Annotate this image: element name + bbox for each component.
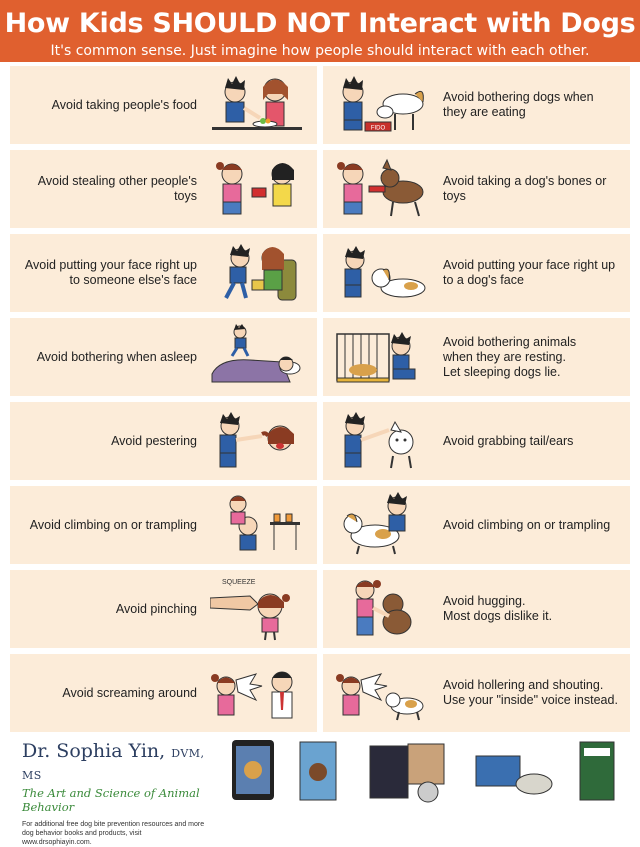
panel-right xyxy=(323,234,630,312)
panel-caption: Avoid grabbing tail/ears xyxy=(443,433,574,448)
panel-left xyxy=(10,150,317,228)
row-face xyxy=(10,234,630,312)
panel-left xyxy=(10,318,317,396)
row-toys xyxy=(10,150,630,228)
row-screaming xyxy=(10,654,630,732)
panel-caption: Avoid climbing on or trampling xyxy=(29,517,197,532)
tablet-product-image xyxy=(232,740,274,800)
panel-caption: Avoid bothering animals when they are resting. Let sleeping dogs lie. xyxy=(443,334,577,379)
author-credentials: DVM, MS xyxy=(22,747,205,782)
panel-left xyxy=(10,654,317,732)
panel-caption: Avoid pinching xyxy=(115,601,197,616)
panel-right xyxy=(323,654,630,732)
panel-caption: Avoid pestering xyxy=(111,433,197,448)
panel-caption: Avoid hollering and shouting. Use your "inside" voice instead. xyxy=(443,678,618,707)
panel-left xyxy=(10,234,317,312)
girl-shouting-at-dog-illustration xyxy=(335,660,430,726)
kid-bothering-eating-dog-illustration xyxy=(335,72,430,138)
girl-taking-dog-toy-illustration xyxy=(335,156,430,222)
book-product-image xyxy=(300,742,336,800)
footer xyxy=(0,732,640,846)
panel-caption: Avoid stealing other people's toys xyxy=(37,174,197,203)
panel-caption: Avoid bothering when asleep xyxy=(36,349,197,364)
row-climbing xyxy=(10,486,630,564)
kid-pulling-hair-illustration xyxy=(210,408,305,474)
author-branding xyxy=(22,740,212,847)
panel-right xyxy=(323,402,630,480)
panel-caption: Avoid taking a dog's bones or toys xyxy=(443,174,607,203)
row-pestering xyxy=(10,402,630,480)
booklet-product-image xyxy=(580,742,614,800)
panel-left xyxy=(10,570,317,648)
header-banner xyxy=(0,0,640,62)
author-tagline: The Art and Science of Animal Behavior xyxy=(22,786,200,814)
panel-caption: Avoid climbing on or trampling xyxy=(443,517,611,532)
treat-kit-product-image xyxy=(476,756,552,794)
kid-in-face-illustration xyxy=(210,240,305,306)
girl-screaming-at-man-illustration xyxy=(210,660,305,726)
kid-climbing-on-person-illustration xyxy=(210,492,305,558)
panel-caption: Avoid putting your face right up to someone else's face xyxy=(24,258,197,287)
row-food xyxy=(10,66,630,144)
panel-caption: Avoid taking people's food xyxy=(51,97,197,112)
panel-right xyxy=(323,486,630,564)
row-pinching xyxy=(10,570,630,648)
kid-face-to-dog-illustration xyxy=(335,240,430,306)
hand-pinching-cheek-illustration xyxy=(210,576,305,642)
panel-left xyxy=(10,66,317,144)
product-images xyxy=(228,736,632,806)
comparison-grid xyxy=(10,66,630,730)
girls-grabbing-toy-illustration xyxy=(210,156,305,222)
page-title: How Kids SHOULD NOT Interact with Dogs xyxy=(4,8,636,39)
kid-climbing-on-dog-illustration xyxy=(335,492,430,558)
girl-hugging-dog-illustration xyxy=(335,576,430,642)
panel-caption: Avoid screaming around xyxy=(62,685,197,700)
page-subtitle: It's common sense. Just imagine how people should interact with each other. xyxy=(50,43,590,59)
panel-left xyxy=(10,486,317,564)
kid-grabbing-dog-ear-illustration xyxy=(335,408,430,474)
dog-bowl-label: FIDO xyxy=(370,125,386,132)
panel-caption: Avoid putting your face right up to a dog's face xyxy=(443,258,616,287)
kid-at-dog-crate-illustration xyxy=(335,324,430,390)
footer-note: For additional free dog bite prevention resources and more dog behavior books and products, visit www.drsophiayin.com. xyxy=(22,821,205,846)
panel-caption: Avoid bothering dogs when they are eating xyxy=(443,90,594,119)
kid-taking-food-illustration xyxy=(210,72,305,138)
panel-right xyxy=(323,318,630,396)
panel-right xyxy=(323,570,630,648)
panel-caption: Avoid hugging. Most dogs dislike it. xyxy=(443,594,553,623)
panel-right xyxy=(323,150,630,228)
dvd-product-image xyxy=(370,744,444,802)
kid-jumping-on-bed-illustration xyxy=(210,324,305,390)
author-name: Dr. Sophia Yin, xyxy=(22,740,166,762)
panel-right xyxy=(323,66,630,144)
squeeze-label: SQUEEZE xyxy=(222,579,256,586)
row-asleep xyxy=(10,318,630,396)
panel-left xyxy=(10,402,317,480)
